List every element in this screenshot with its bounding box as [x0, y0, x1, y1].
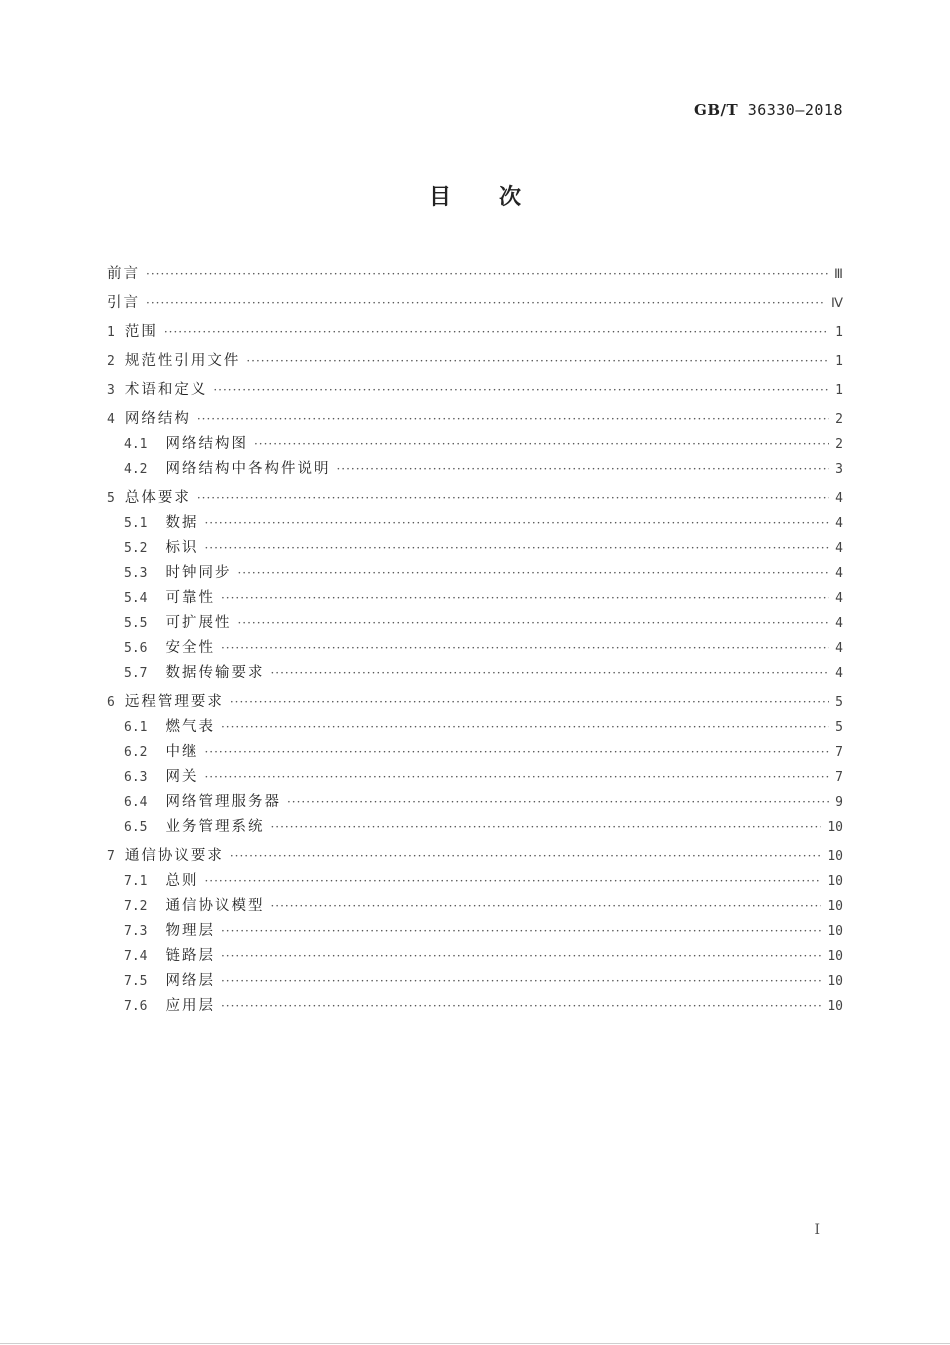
toc-entry-label: 可扩展性 — [165, 615, 232, 631]
toc-entry-label: 远程管理要求 — [124, 694, 224, 710]
toc-entry-number: 6.2 — [124, 745, 148, 760]
toc-entry[interactable] — [107, 457, 843, 482]
toc-entry-page: 4 — [835, 566, 843, 581]
toc-entry[interactable] — [107, 919, 843, 944]
toc-entry[interactable] — [107, 944, 843, 969]
toc-entry[interactable] — [107, 536, 843, 561]
toc-entry-label: 安全性 — [165, 640, 215, 656]
toc-entry-label: 业务管理系统 — [165, 819, 265, 835]
toc-entry-number: 5.7 — [124, 666, 148, 681]
toc-entry-page: 1 — [835, 354, 843, 369]
toc-entry-page: 4 — [835, 641, 843, 656]
toc-leader-dots — [237, 611, 829, 636]
toc-entry-page: 10 — [827, 949, 843, 964]
toc-entry-page: 7 — [835, 770, 843, 785]
toc-entry-page: 5 — [835, 720, 843, 735]
toc-entry-number: 3 — [107, 383, 115, 398]
toc-leader-dots — [197, 486, 829, 511]
toc-entry[interactable] — [107, 378, 843, 403]
toc-entry-number: 6.4 — [124, 795, 148, 810]
toc-entry-page: 9 — [835, 795, 843, 810]
toc-entry-number: 7.4 — [124, 949, 148, 964]
toc-entry-label: 术语和定义 — [124, 382, 208, 398]
toc-leader-dots — [221, 944, 821, 969]
toc-entry-label: 引言 — [107, 295, 140, 311]
toc-entry-label: 网络结构图 — [165, 436, 248, 452]
toc-leader-dots — [213, 378, 829, 403]
toc-entry-page: 4 — [835, 616, 843, 631]
toc-entry-page: Ⅳ — [831, 296, 843, 311]
toc-entry[interactable] — [107, 894, 843, 919]
toc-entry-label: 网络结构中各构件说明 — [165, 461, 331, 477]
toc-entry[interactable] — [107, 844, 843, 869]
toc-entry-label: 通信协议模型 — [165, 898, 265, 914]
toc-entry-page: 3 — [835, 462, 843, 477]
toc-entry-page: 4 — [835, 666, 843, 681]
toc-entry[interactable] — [107, 765, 843, 790]
page-title — [0, 180, 950, 211]
standard-code: 36330—2018 — [747, 101, 843, 119]
toc-entry-label: 燃气表 — [165, 719, 215, 735]
toc-entry-label: 总则 — [165, 873, 199, 889]
toc-entry[interactable] — [107, 407, 843, 432]
page-number: I — [814, 1222, 820, 1238]
toc-entry-page: 4 — [835, 516, 843, 531]
toc-entry-number: 1 — [107, 325, 115, 340]
toc-entry[interactable] — [107, 869, 843, 894]
toc-leader-dots — [146, 291, 825, 316]
toc-entry[interactable] — [107, 636, 843, 661]
toc-entry-number: 7 — [107, 849, 115, 864]
toc-entry-label: 网络结构 — [124, 411, 191, 427]
toc-entry-number: 7.3 — [124, 924, 148, 939]
toc-leader-dots — [164, 320, 829, 345]
toc-leader-dots — [221, 586, 829, 611]
toc-entry[interactable] — [107, 262, 843, 287]
toc-entry[interactable] — [107, 586, 843, 611]
toc-entry-number: 5.1 — [124, 516, 148, 531]
toc-entry-label: 前言 — [107, 266, 140, 282]
toc-entry[interactable] — [107, 291, 843, 316]
toc-entry-page: 2 — [835, 412, 843, 427]
toc-entry-label: 标识 — [165, 540, 199, 556]
toc-entry-number: 4 — [107, 412, 115, 427]
table-of-contents — [107, 258, 843, 1019]
toc-entry-label: 网关 — [165, 769, 199, 785]
toc-entry-number: 5.6 — [124, 641, 148, 656]
toc-entry-page: 4 — [835, 541, 843, 556]
toc-leader-dots — [270, 894, 821, 919]
toc-entry-page: 2 — [835, 437, 843, 452]
toc-entry-number: 5.3 — [124, 566, 148, 581]
toc-entry-number: 5.5 — [124, 616, 148, 631]
toc-entry[interactable] — [107, 690, 843, 715]
toc-leader-dots — [230, 690, 829, 715]
toc-entry-number: 7.2 — [124, 899, 148, 914]
toc-entry-number: 7.5 — [124, 974, 148, 989]
toc-leader-dots — [204, 536, 829, 561]
toc-leader-dots — [336, 457, 829, 482]
toc-entry[interactable] — [107, 432, 843, 457]
toc-entry-page: 7 — [835, 745, 843, 760]
toc-leader-dots — [221, 969, 821, 994]
toc-entry[interactable] — [107, 561, 843, 586]
toc-entry-page: 1 — [835, 383, 843, 398]
toc-entry-number: 5.4 — [124, 591, 148, 606]
toc-entry-label: 物理层 — [165, 923, 215, 939]
toc-entry-page: 10 — [827, 974, 843, 989]
toc-leader-dots — [197, 407, 829, 432]
toc-entry-number: 6.5 — [124, 820, 148, 835]
toc-entry-page: 4 — [835, 491, 843, 506]
toc-leader-dots — [221, 715, 829, 740]
toc-entry-page: 10 — [827, 849, 843, 864]
toc-entry-label: 总体要求 — [124, 490, 191, 506]
toc-entry-label: 数据传输要求 — [165, 665, 265, 681]
toc-entry[interactable] — [107, 320, 843, 345]
toc-entry-page: 5 — [835, 695, 843, 710]
toc-entry-page: 10 — [827, 820, 843, 835]
toc-entry-number: 6 — [107, 695, 115, 710]
toc-entry-label: 数据 — [165, 515, 199, 531]
toc-leader-dots — [221, 994, 821, 1019]
toc-leader-dots — [270, 661, 829, 686]
toc-entry-number: 7.1 — [124, 874, 148, 889]
toc-entry-label: 中继 — [165, 744, 199, 760]
toc-entry[interactable] — [107, 715, 843, 740]
toc-leader-dots — [146, 262, 828, 287]
toc-entry[interactable] — [107, 349, 843, 374]
toc-leader-dots — [246, 349, 829, 374]
toc-entry[interactable] — [107, 611, 843, 636]
toc-entry-label: 范围 — [124, 324, 158, 340]
toc-entry[interactable] — [107, 994, 843, 1019]
toc-entry-page: 1 — [835, 325, 843, 340]
toc-leader-dots — [254, 432, 829, 457]
toc-entry-label: 通信协议要求 — [124, 848, 224, 864]
toc-entry-label: 时钟同步 — [165, 565, 232, 581]
toc-entry-number: 6.1 — [124, 720, 148, 735]
toc-entry-number: 7.6 — [124, 999, 148, 1014]
toc-leader-dots — [204, 869, 821, 894]
toc-entry[interactable] — [107, 486, 843, 511]
toc-entry-label: 规范性引用文件 — [124, 353, 241, 369]
toc-entry-number: 4.1 — [124, 437, 148, 452]
toc-entry-label: 应用层 — [165, 998, 215, 1014]
toc-entry-label: 链路层 — [165, 948, 215, 964]
toc-entry-label: 可靠性 — [165, 590, 215, 606]
toc-leader-dots — [204, 740, 829, 765]
toc-entry-label: 网络管理服务器 — [165, 794, 281, 810]
title-char-2: 次 — [499, 185, 522, 210]
toc-entry-page: 4 — [835, 591, 843, 606]
toc-entry[interactable] — [107, 740, 843, 765]
toc-entry[interactable] — [107, 969, 843, 994]
standard-number — [694, 101, 843, 119]
toc-leader-dots — [221, 636, 829, 661]
toc-entry[interactable] — [107, 661, 843, 686]
toc-leader-dots — [204, 765, 829, 790]
toc-leader-dots — [287, 790, 829, 815]
toc-entry[interactable] — [107, 511, 843, 536]
toc-leader-dots — [230, 844, 822, 869]
standard-prefix: GB/T — [694, 101, 739, 119]
toc-leader-dots — [237, 561, 829, 586]
toc-entry-page: 10 — [827, 999, 843, 1014]
toc-entry[interactable] — [107, 790, 843, 815]
toc-entry-number: 5 — [107, 491, 115, 506]
toc-leader-dots — [270, 815, 821, 840]
page-edge-divider — [0, 1343, 950, 1344]
toc-leader-dots — [221, 919, 821, 944]
toc-entry-number: 6.3 — [124, 770, 148, 785]
toc-entry-label: 网络层 — [165, 973, 215, 989]
toc-entry-page: Ⅲ — [834, 267, 843, 282]
title-char-1: 目 — [428, 185, 451, 210]
toc-entry-number: 5.2 — [124, 541, 148, 556]
toc-entry-page: 10 — [827, 924, 843, 939]
toc-entry[interactable] — [107, 815, 843, 840]
toc-leader-dots — [204, 511, 829, 536]
toc-entry-page: 10 — [827, 874, 843, 889]
toc-entry-number: 4.2 — [124, 462, 148, 477]
toc-entry-page: 10 — [827, 899, 843, 914]
toc-entry-number: 2 — [107, 354, 115, 369]
